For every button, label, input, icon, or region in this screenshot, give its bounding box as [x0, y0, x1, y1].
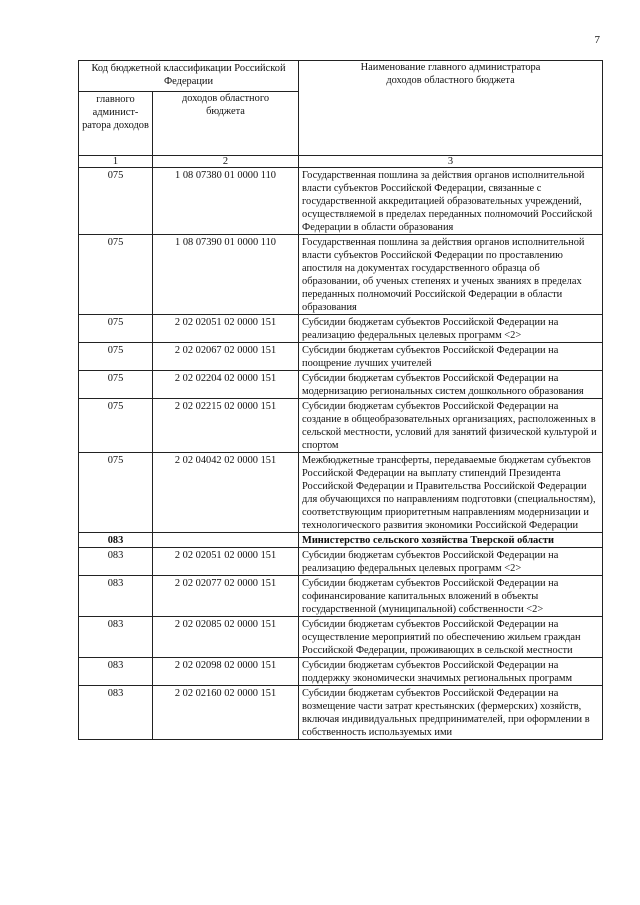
- cell-admin-code: 083: [79, 576, 153, 617]
- table-row: [79, 315, 603, 343]
- cell-income-code: 2 02 04042 02 0000 151: [153, 453, 299, 533]
- table-row: [79, 617, 603, 658]
- cell-admin-code: 075: [79, 168, 153, 235]
- cell-name: Межбюджетные трансферты, передаваемые бюджетам субъектов Российской Федерации на выплату стипендий Президента Российской Федерации и Правительства Российской Федерации для обучающихся по направлениям подготовки (специальностям), соответствующим приоритетным направлениям модернизации и технологического развития экономики Российской Федерации: [299, 453, 603, 533]
- table-row: [79, 533, 603, 548]
- cell-admin-code: 075: [79, 371, 153, 399]
- cell-income-code: 2 02 02067 02 0000 151: [153, 343, 299, 371]
- cell-income-code: 2 02 02215 02 0000 151: [153, 399, 299, 453]
- cell-income-code: 2 02 02077 02 0000 151: [153, 576, 299, 617]
- cell-name: Субсидии бюджетам субъектов Российской Федерации на поддержку экономически значимых региональных программ: [299, 658, 603, 686]
- cell-admin-code: 075: [79, 343, 153, 371]
- table-row: [79, 686, 603, 740]
- cell-admin-code: 083: [79, 533, 153, 548]
- cell-income-code: 2 02 02085 02 0000 151: [153, 617, 299, 658]
- cell-name: Субсидии бюджетам субъектов Российской Федерации на возмещение части затрат крестьянских (фермерских) хозяйств, включая индивидуальных предпринимателей, при оформлении в собственность используемых ими: [299, 686, 603, 740]
- column-number-3: 3: [299, 156, 603, 168]
- cell-name: Министерство сельского хозяйства Тверской области: [299, 533, 603, 548]
- table-row: [79, 453, 603, 533]
- cell-admin-code: 083: [79, 658, 153, 686]
- cell-name: Субсидии бюджетам субъектов Российской Федерации на поощрение лучших учителей: [299, 343, 603, 371]
- table-row: [79, 343, 603, 371]
- header-row-group: [79, 61, 603, 92]
- table-row: [79, 235, 603, 315]
- cell-income-code: 2 02 02051 02 0000 151: [153, 315, 299, 343]
- table-row: [79, 658, 603, 686]
- column-number-1: 1: [79, 156, 153, 168]
- cell-name: Субсидии бюджетам субъектов Российской Федерации на реализацию федеральных целевых программ <2>: [299, 315, 603, 343]
- cell-income-code: 1 08 07390 01 0000 110: [153, 235, 299, 315]
- table-body: [79, 168, 603, 740]
- cell-name: Субсидии бюджетам субъектов Российской Федерации на модернизацию региональных систем дошкольного образования: [299, 371, 603, 399]
- header-name: Наименование главного администратора доходов областного бюджета: [299, 61, 603, 156]
- header-admin: главного админист-ратора доходов: [79, 92, 153, 156]
- header-code-group: Код бюджетной классификации Российской Федерации: [79, 61, 299, 92]
- cell-income-code: [153, 533, 299, 548]
- cell-name: Субсидии бюджетам субъектов Российской Федерации на реализацию федеральных целевых программ <2>: [299, 548, 603, 576]
- cell-admin-code: 075: [79, 399, 153, 453]
- table-row: [79, 548, 603, 576]
- cell-income-code: 1 08 07380 01 0000 110: [153, 168, 299, 235]
- cell-name: Субсидии бюджетам субъектов Российской Федерации на осуществление мероприятий по обеспечению жильем граждан Российской Федерации, проживающих в сельской местности: [299, 617, 603, 658]
- cell-income-code: 2 02 02160 02 0000 151: [153, 686, 299, 740]
- column-number-2: 2: [153, 156, 299, 168]
- cell-name: Государственная пошлина за действия органов исполнительной власти субъектов Российской Федерации, связанные с государственной аккредитацией образовательных учреждений, осуществляемой в пределах переданных полномочий Российской Федерации в области образования: [299, 168, 603, 235]
- table-row: [79, 576, 603, 617]
- cell-name: Субсидии бюджетам субъектов Российской Федерации на создание в общеобразовательных организациях, расположенных в сельской местности, условий для занятий физической культурой и спортом: [299, 399, 603, 453]
- header-income: доходов областного бюджета: [153, 92, 299, 156]
- page-number: 7: [594, 34, 600, 46]
- cell-admin-code: 075: [79, 315, 153, 343]
- table-row: [79, 168, 603, 235]
- cell-income-code: 2 02 02098 02 0000 151: [153, 658, 299, 686]
- cell-name: Государственная пошлина за действия органов исполнительной власти субъектов Российской Федерации по проставлению апостиля на документах государственного образца об образовании, об ученых степенях и ученых званиях в пределах переданных полномочий Российской Федерации в области образования: [299, 235, 603, 315]
- cell-admin-code: 083: [79, 548, 153, 576]
- cell-income-code: 2 02 02051 02 0000 151: [153, 548, 299, 576]
- budget-classification-table: [78, 60, 603, 740]
- table-row: [79, 399, 603, 453]
- cell-admin-code: 083: [79, 617, 153, 658]
- table-row: [79, 371, 603, 399]
- cell-admin-code: 075: [79, 235, 153, 315]
- cell-admin-code: 075: [79, 453, 153, 533]
- cell-name: Субсидии бюджетам субъектов Российской Федерации на софинансирование капитальных вложений в объекты государственной (муниципальной) собственности <2>: [299, 576, 603, 617]
- cell-admin-code: 083: [79, 686, 153, 740]
- cell-income-code: 2 02 02204 02 0000 151: [153, 371, 299, 399]
- column-numbers-row: [79, 156, 603, 168]
